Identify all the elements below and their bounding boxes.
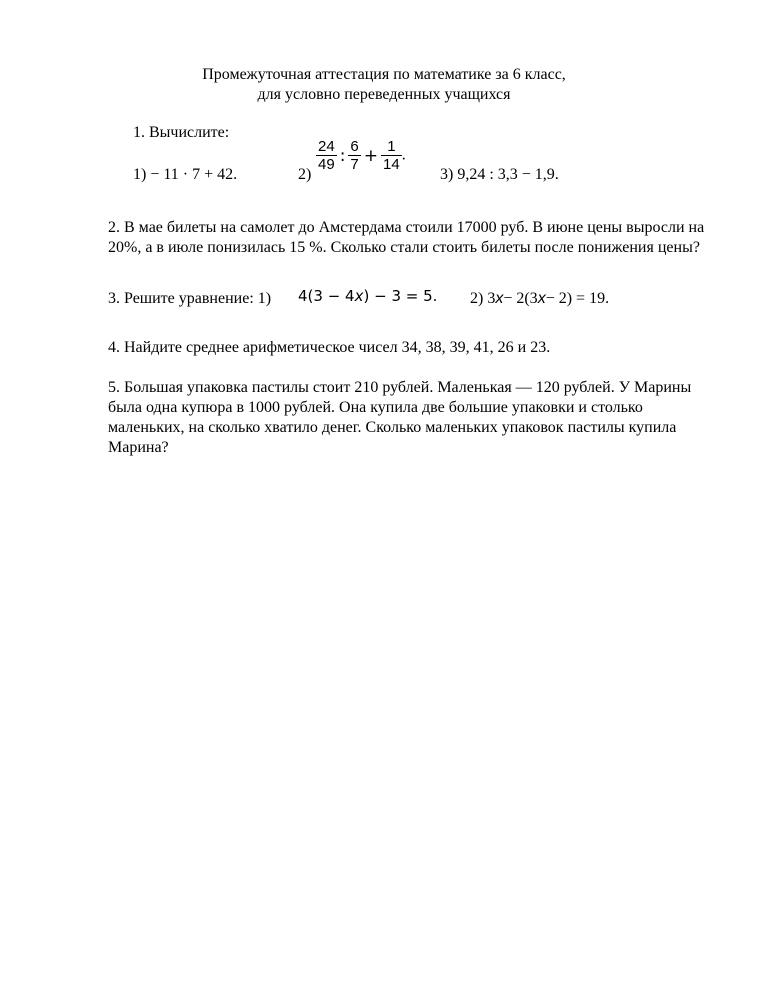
- header-line-2: для условно переведенных учащихся: [257, 86, 511, 103]
- task-2: 2. В мае билеты на самолет до Амстердама стоили 17000 руб. В июне цены выросли на 20%, а в июле понизилась 15 %. Сколько стали стоить билеты после понижения цены?: [108, 219, 705, 256]
- task-1-part-b-expr: [316, 138, 406, 173]
- task-3-prefix: 3. Решите уравнение: 1): [108, 290, 272, 307]
- fraction-1-14: $\frac{1}{14}$: [383, 138, 400, 173]
- task-1-part-b-label: 2): [298, 166, 312, 183]
- task-1-part-a-label: 1): [133, 166, 147, 183]
- period: .: [401, 146, 406, 164]
- fraction-24-49: $\frac{24}{49}$: [318, 138, 335, 173]
- plus-sign: +: [363, 145, 379, 166]
- task-1-title: 1. Вычислите:: [133, 124, 230, 141]
- task-3-equation-1: 4(3 − 4x) − 3 = 5.: [298, 287, 438, 305]
- division-sign: :: [339, 145, 346, 166]
- task-5: 5. Большая упаковка пастилы стоит 210 рублей. Маленькая — 120 рублей. У Марины была одна купюра в 1000 рублей. Она купила две большие упаковки и столько маленьких, на сколько хватило денег. Сколько маленьких упаковок пастилы купила Марина?: [108, 379, 692, 456]
- task-1-part-a: [133, 166, 237, 184]
- task-3-equation-2: 2) 3x− 2(3x− 2) = 19.: [470, 290, 610, 307]
- task-4: 4. Найдите среднее арифметическое чисел 34, 38, 39, 41, 26 и 23.: [108, 339, 551, 356]
- header-line-1: Промежуточная аттестация по математике за 6 класс,: [202, 66, 566, 83]
- task-1-part-c: 3) 9,24 : 3,3 − 1,9.: [440, 166, 559, 183]
- fraction-6-7: $\frac{6}{7}$: [350, 138, 359, 173]
- task-1-part-a-expr: − 11 · 7 + 42.: [150, 166, 238, 183]
